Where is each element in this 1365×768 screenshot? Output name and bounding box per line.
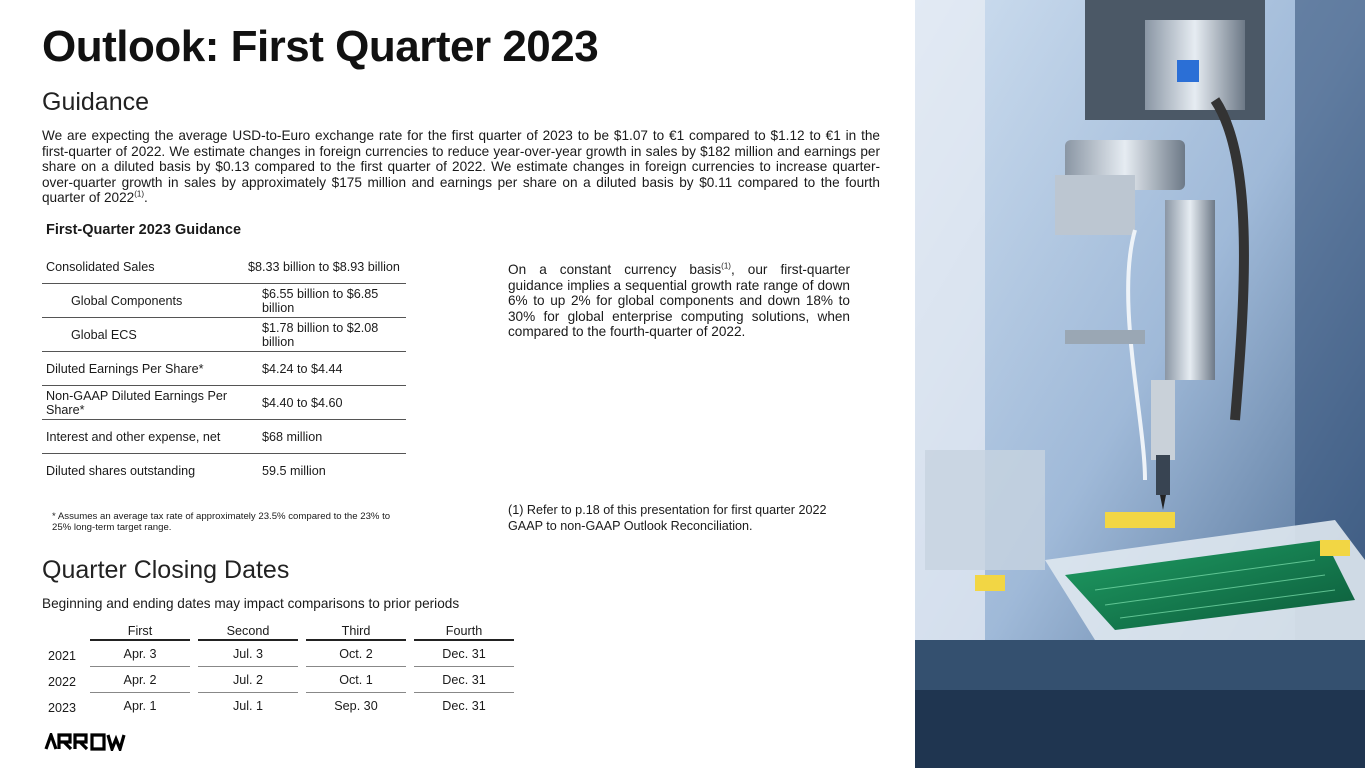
reconciliation-reference: (1) Refer to p.18 of this presentation for first quarter 2022 GAAP to non-GAAP Outlook Reconciliation. (508, 503, 827, 533)
row-label: Non-GAAP Diluted Earnings Per Share* (42, 386, 247, 420)
guidance-table (42, 250, 406, 487)
date-cell: Jul. 1 (232, 699, 264, 713)
date-cell: Dec. 31 (414, 641, 514, 667)
table-row (42, 284, 406, 318)
tax-footnote: * Assumes an average tax rate of approximately 23.5% compared to the 23% to 25% long-term target range. (52, 511, 391, 533)
row-value: $8.33 billion to $8.93 billion (247, 250, 406, 284)
date-cell: Apr. 3 (90, 641, 190, 667)
table-row (42, 420, 406, 454)
row-label: Diluted Earnings Per Share* (42, 352, 247, 386)
date-cell: Oct. 2 (306, 641, 406, 667)
row-value: 59.5 million (262, 463, 326, 478)
table-row (42, 693, 514, 719)
side-footnote-marker: (1) (721, 261, 731, 271)
row-label: Diluted shares outstanding (46, 463, 196, 478)
row-label: Interest and other expense, net (42, 420, 247, 454)
row-value: $68 million (247, 420, 406, 454)
date-cell: Apr. 2 (90, 667, 190, 693)
table-header-row (42, 622, 514, 641)
table-row (42, 386, 406, 420)
date-cell: Apr. 1 (123, 699, 157, 713)
row-value: $4.40 to $4.60 (247, 386, 406, 420)
row-value: $6.55 billion to $6.85 billion (247, 284, 406, 318)
side-text-1: On a constant currency basis (508, 262, 722, 277)
col-third: Third (306, 622, 406, 641)
closing-subtitle: Beginning and ending dates may impact comparisons to prior periods (42, 596, 460, 611)
table-row (42, 454, 406, 488)
intro-text: We are expecting the average USD-to-Euro exchange rate for the first quarter of 2023 to be $1.07 to €1 compared to $1.12 to €1 in the first-quarter of 2022. We estimate changes in foreign currencies to reduce year-over-year growth in sales by $182 million and earnings per share on a diluted basis by $0.13 compared to the first quarter of 2022. We estimate changes in foreign currencies to increase quarter-over-quarter growth in sales by approximately $175 million and earnings per share on a diluted basis by $0.11 compared to the fourth quarter of 2022 (42, 128, 880, 206)
col-first: First (90, 622, 190, 641)
closing-dates-table (34, 622, 522, 719)
table-row (42, 667, 514, 693)
date-cell: Sep. 30 (334, 699, 378, 713)
col-fourth: Fourth (414, 622, 514, 641)
page-title: Outlook: First Quarter 2023 (42, 22, 599, 71)
year-cell: 2021 (47, 649, 77, 663)
year-cell: 2023 (47, 701, 77, 715)
arrow-logo (44, 733, 130, 751)
row-label: Consolidated Sales (42, 250, 247, 284)
row-label: Global ECS (42, 318, 247, 352)
guidance-table-title: First-Quarter 2023 Guidance (46, 222, 242, 238)
table-row (42, 318, 406, 352)
date-cell: Dec. 31 (414, 667, 514, 693)
date-cell: Dec. 31 (442, 699, 486, 713)
row-value: $1.78 billion to $2.08 billion (247, 318, 406, 352)
table-row (42, 352, 406, 386)
table-row (42, 250, 406, 284)
date-cell: Oct. 1 (306, 667, 406, 693)
date-cell: Jul. 3 (198, 641, 298, 667)
robotic-arm-pcb-image (915, 0, 1365, 768)
guidance-heading: Guidance (42, 88, 150, 116)
year-cell: 2022 (47, 675, 77, 689)
constant-currency-note (508, 262, 850, 340)
row-label: Global Components (42, 284, 247, 318)
guidance-intro (42, 128, 880, 206)
date-cell: Jul. 2 (198, 667, 298, 693)
intro-footnote-marker: (1) (134, 189, 144, 199)
side-text-2: , our first-quarter guidance implies a sequential growth rate range of down 6% to up 2% for global components and down 18% to 30% for global enterprise computing solutions, when compared to the fourth-quarter of 2022. (508, 262, 850, 340)
closing-heading: Quarter Closing Dates (42, 556, 290, 584)
col-second: Second (198, 622, 298, 641)
intro-end: . (143, 190, 148, 206)
row-value: $4.24 to $4.44 (247, 352, 406, 386)
table-row (42, 641, 514, 667)
